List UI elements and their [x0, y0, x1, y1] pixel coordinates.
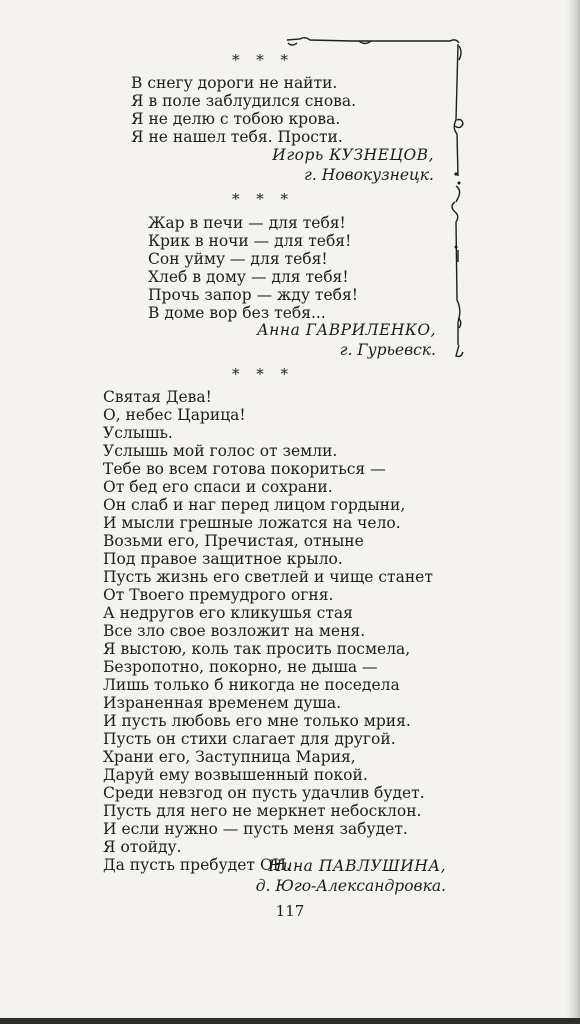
poem-line: Да пусть пребудет ОН.: [103, 856, 292, 874]
poem-line: Он слаб и наг перед лицом гордыни,: [103, 496, 406, 514]
poem-line: Среди невзгод он пусть удачлив будет.: [103, 784, 425, 802]
poem-line: Тебе во всем готова покориться —: [103, 460, 386, 478]
poem-line: Я не делю с тобою крова.: [131, 110, 341, 128]
poem-line: Я отойду.: [103, 838, 182, 856]
poem-1-author: [272, 145, 434, 185]
poem-line: Я выстою, коль так просить посмела,: [103, 640, 411, 658]
poem-2-author: [257, 320, 436, 360]
section-separator: * * *: [232, 190, 295, 208]
author-name: Нина ПАВЛУШИНА,: [268, 857, 446, 875]
poem-line: Безропотно, покорно, не дыша —: [103, 658, 378, 676]
poem-line: Сон уйму — для тебя!: [148, 250, 328, 268]
poem-line: Израненная временем душа.: [103, 694, 342, 712]
poem-line: Пусть он стихи слагает для другой.: [103, 730, 396, 748]
poem-line: Все зло свое возложит на меня.: [103, 622, 366, 640]
poem-line: О, небес Царица!: [103, 406, 246, 424]
poem-line: Пусть жизнь его светлей и чище станет: [103, 568, 433, 586]
poem-line: И пусть любовь его мне только мрия.: [103, 712, 411, 730]
poem-line: Возьми его, Пречистая, отныне: [103, 532, 364, 550]
poem-line: Хлеб в дому — для тебя!: [148, 268, 349, 286]
poem-2: [148, 214, 358, 322]
poem-line: И если нужно — пусть меня забудет.: [103, 820, 408, 838]
scan-edge-shadow: [566, 0, 580, 1024]
author-name: Игорь КУЗНЕЦОВ,: [272, 146, 434, 164]
poem-line: Я в поле заблудился снова.: [131, 92, 357, 110]
poem-line: И мысли грешные ложатся на чело.: [103, 514, 401, 532]
author-place: д. Юго-Александровка.: [255, 877, 446, 895]
poem-line: От бед его спаси и сохрани.: [103, 478, 333, 496]
poem-line: Святая Дева!: [103, 388, 212, 406]
poem-line: Я не нашел тебя. Прости.: [131, 128, 343, 146]
author-place: г. Гурьевск.: [339, 341, 436, 359]
poem-line: Храни его, Заступница Мария,: [103, 748, 356, 766]
section-separator: * * *: [232, 365, 295, 383]
page-number: 117: [275, 902, 305, 920]
scan-bottom-edge: [0, 1018, 580, 1024]
poem-line: Услышь.: [103, 424, 173, 442]
author-place: г. Новокузнецк.: [304, 166, 434, 184]
poem-line: Под правое защитное крыло.: [103, 550, 343, 568]
section-separator: * * *: [232, 51, 295, 69]
poem-1: [131, 74, 356, 146]
poem-line: Даруй ему возвышенный покой.: [103, 766, 368, 784]
poem-3: [103, 388, 433, 874]
poem-line: От Твоего премудрого огня.: [103, 586, 334, 604]
poem-line: А недругов его кликушья стая: [103, 604, 353, 622]
poem-line: В доме вор без тебя...: [148, 304, 326, 322]
poem-line: Пусть для него не меркнет небосклон.: [103, 802, 422, 820]
poem-line: Крик в ночи — для тебя!: [148, 232, 352, 250]
poem-line: Услышь мой голос от земли.: [103, 442, 338, 460]
poem-line: В снегу дороги не найти.: [131, 74, 338, 92]
poem-line: Жар в печи — для тебя!: [148, 214, 346, 232]
poem-line: Лишь только б никогда не поседела: [103, 676, 400, 694]
author-name: Анна ГАВРИЛЕНКО,: [256, 321, 436, 339]
poem-line: Прочь запор — жду тебя!: [148, 286, 358, 304]
poem-3-author: [256, 856, 446, 896]
